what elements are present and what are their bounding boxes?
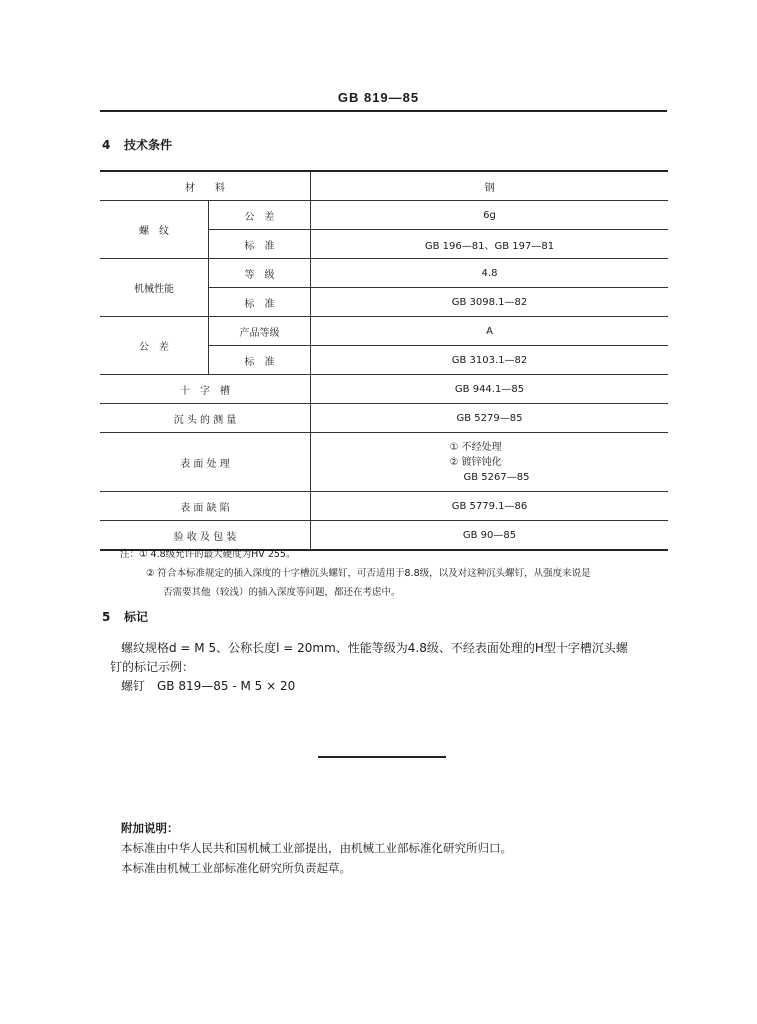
surface-option-1: ① 不经处理 xyxy=(449,441,502,453)
table-row xyxy=(100,404,668,433)
row-value: GB 196—81、GB 197—81 xyxy=(311,230,669,259)
table-notes xyxy=(120,545,591,602)
row-value: GB 5279—85 xyxy=(311,404,669,433)
row-sub: 等 级 xyxy=(209,259,311,288)
end-rule xyxy=(318,756,446,758)
table-row xyxy=(100,259,668,288)
section-title: 技术条件 xyxy=(124,138,173,152)
section-number: 4 xyxy=(102,138,111,152)
row-value: GB 3103.1—82 xyxy=(311,346,669,375)
row-value: 4.8 xyxy=(311,259,669,288)
note-2: ② 符合本标准规定的插入深度的十字槽沉头螺钉，可否适用于8.8级，以及对这种沉头螺钉，从强度来说是 xyxy=(146,568,591,579)
row-sub: 产品等级 xyxy=(209,317,311,346)
surface-standard: GB 5267—85 xyxy=(463,471,530,483)
row-value: A xyxy=(311,317,669,346)
header-rule xyxy=(100,110,667,112)
table-row xyxy=(100,492,668,521)
surface-treatment-list xyxy=(450,440,530,485)
marking-example: 螺钉 GB 819—85 - M 5 × 20 xyxy=(121,679,296,693)
note-2-continued: 否需要其他（较浅）的插入深度等问题，都还在考虑中。 xyxy=(163,587,401,598)
row-sub: 标 准 xyxy=(209,288,311,317)
table-row xyxy=(100,201,668,230)
table-row xyxy=(100,433,668,492)
row-group: 机械性能 xyxy=(100,259,209,317)
row-value: GB 944.1—85 xyxy=(311,375,669,404)
row-value: GB 3098.1—82 xyxy=(311,288,669,317)
row-value: 6g xyxy=(311,201,669,230)
row-label: 验 收 及 包 装 xyxy=(100,521,311,551)
surface-option-2: ② 镀锌钝化 xyxy=(449,456,502,468)
row-label: 表 面 缺 陷 xyxy=(100,492,311,521)
technical-conditions-table xyxy=(100,170,668,551)
row-label: 表 面 处 理 xyxy=(100,433,311,492)
section-5-heading xyxy=(102,608,148,625)
row-label: 沉 头 的 测 量 xyxy=(100,404,311,433)
table-row xyxy=(100,317,668,346)
row-value: GB 5779.1—86 xyxy=(311,492,669,521)
note-1: 注：① 4.8级允许的最大硬度为HV 255。 xyxy=(120,549,296,560)
row-sub: 公 差 xyxy=(209,201,311,230)
page-header-standard-code: GB 819—85 xyxy=(337,90,420,105)
row-sub: 标 准 xyxy=(209,230,311,259)
additional-notes xyxy=(121,818,512,878)
table-row xyxy=(100,375,668,404)
note-prefix: 注： xyxy=(120,549,140,560)
row-label: 十 字 槽 xyxy=(100,375,311,404)
additional-line-2: 本标准由机械工业部标准化研究所负责起草。 xyxy=(121,861,351,875)
row-group: 螺 纹 xyxy=(100,201,209,259)
section-title: 标记 xyxy=(124,610,149,624)
row-value xyxy=(311,433,669,492)
row-label: 材 料 xyxy=(100,171,311,201)
row-value: GB 90—85 xyxy=(311,521,669,551)
marking-line-2: 钉的标记示例： xyxy=(110,660,195,674)
additional-line-1: 本标准由中华人民共和国机械工业部提出，由机械工业部标准化研究所归口。 xyxy=(121,841,512,855)
table-row xyxy=(100,171,668,201)
section-4-heading xyxy=(102,136,172,153)
additional-title: 附加说明： xyxy=(121,821,179,835)
marking-line-1: 螺纹规格d = M 5、公称长度l = 20mm、性能等级为4.8级、不经表面处理的H型十字槽沉头螺 xyxy=(121,641,628,655)
row-value: 钢 xyxy=(311,171,669,201)
section-number: 5 xyxy=(102,610,111,624)
row-group: 公 差 xyxy=(100,317,209,375)
row-sub: 标 准 xyxy=(209,346,311,375)
